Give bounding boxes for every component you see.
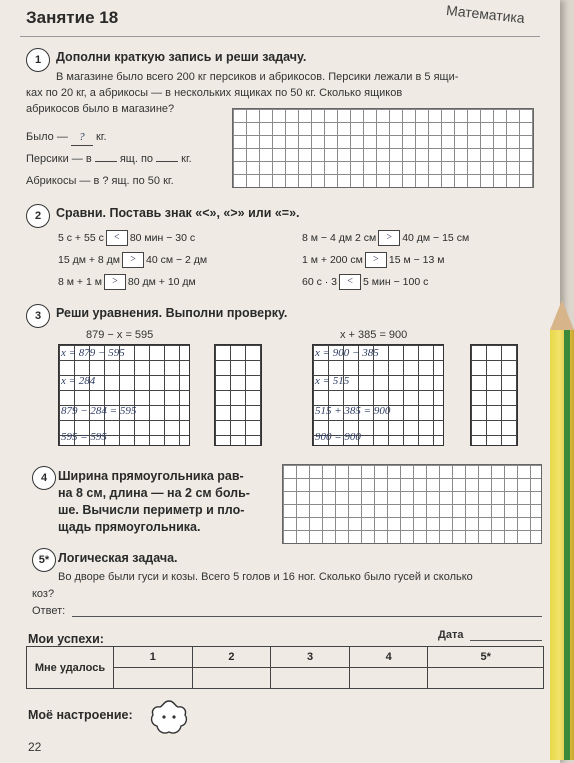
comparison-item [58, 230, 195, 246]
short-record-mid: ящ. по [119, 153, 154, 165]
task5-text-line: коз? [32, 588, 55, 600]
date-line[interactable] [470, 640, 542, 641]
sign-box[interactable]: > [365, 252, 387, 268]
work-line: x = 900 − 385 [315, 347, 379, 359]
task-number-badge: 3 [26, 304, 50, 328]
answer-line[interactable] [72, 616, 542, 617]
equation-work-grid[interactable] [312, 344, 444, 446]
progress-cell[interactable] [192, 668, 271, 689]
equation: x + 385 = 900 [340, 329, 408, 341]
task1-text-line: абрикосов было в магазине? [26, 103, 175, 115]
comparison-item [302, 252, 444, 268]
comparison-right: 5 мин − 100 с [363, 276, 429, 288]
work-line: x = 284 [61, 375, 96, 387]
work-line: 879 − 284 = 595 [61, 405, 137, 417]
task1-title: Дополни краткую запись и реши задачу. [56, 50, 307, 64]
sign-box[interactable]: < [106, 230, 128, 246]
progress-cell[interactable] [349, 668, 428, 689]
task-number-badge: 1 [26, 48, 50, 72]
comparison-left: 15 дм + 8 дм [58, 254, 121, 266]
task-number-badge: 4 [32, 466, 56, 490]
task4-title-line: на 8 см, длина — на 2 см боль- [58, 486, 250, 500]
lesson-title: Занятие 18 [26, 8, 119, 27]
answer-blank[interactable] [156, 161, 178, 162]
comparison-item [58, 252, 207, 268]
work-line: 515 + 385 = 900 [315, 405, 391, 417]
pencil-stripe [550, 330, 574, 760]
equation: 879 − x = 595 [86, 329, 154, 341]
equation-work-grid[interactable] [58, 344, 190, 446]
task1-text-line: В магазине было всего 200 кг персиков и абрикосов. Персики лежали в 5 ящи- [56, 71, 459, 83]
task4-title-line: щадь прямоугольника. [58, 520, 201, 534]
comparison-item [58, 274, 196, 290]
work-line: x = 515 [315, 375, 350, 387]
column-check-grid[interactable] [470, 344, 518, 446]
comparison-item [302, 274, 428, 290]
task3-title: Реши уравнения. Выполни проверку. [56, 306, 288, 320]
answer-label: Ответ: [32, 605, 66, 617]
unit-label: кг. [95, 131, 107, 143]
date-label: Дата [438, 629, 464, 641]
comparison-right: 80 мин − 30 с [129, 232, 196, 244]
subject-title: Математика [445, 1, 526, 27]
task-number-badge: 5* [32, 548, 56, 572]
progress-column-header: 3 [271, 647, 350, 668]
work-line: 900 = 900 [315, 431, 361, 443]
progress-column-header: 1 [114, 647, 193, 668]
progress-title: Мои успехи: [28, 632, 104, 646]
comparison-left: 8 м + 1 м [58, 276, 102, 288]
work-line: 595 = 595 [61, 431, 107, 443]
header-divider [20, 36, 540, 37]
column-check-grid[interactable] [214, 344, 262, 446]
sign-box[interactable]: > [378, 230, 400, 246]
solution-grid[interactable] [282, 464, 542, 544]
work-line: x = 879 − 595 [61, 347, 125, 359]
progress-cell[interactable] [114, 668, 193, 689]
task-number-badge: 2 [26, 204, 50, 228]
task4-title-line: ше. Вычисли периметр и пло- [58, 503, 245, 517]
comparison-right: 15 м − 13 м [388, 254, 445, 266]
comparison-left: 5 с + 55 с [58, 232, 104, 244]
progress-cell[interactable] [428, 668, 544, 689]
short-record-label: Персики — в [26, 153, 92, 165]
comparison-item [302, 230, 469, 246]
progress-column-header: 2 [192, 647, 271, 668]
page-number: 22 [28, 740, 42, 754]
answer-blank[interactable] [95, 161, 117, 162]
task2-title: Сравни. Поставь знак «<», «>» или «=». [56, 206, 300, 220]
comparison-right: 80 дм + 10 дм [127, 276, 196, 288]
task5-text-line: Во дворе были гуси и козы. Всего 5 голов и 16 ног. Сколько было гусей и сколько [58, 571, 473, 583]
comparison-right: 40 см − 2 дм [146, 254, 208, 266]
task1-text-line: ках по 20 кг, а абрикосы — в нескольких ящиках по 50 кг. Сколько ящиков [26, 87, 403, 99]
comparison-left: 8 м − 4 дм 2 см [302, 232, 377, 244]
sign-box[interactable]: < [339, 274, 361, 290]
answer-blank[interactable]: ? [71, 130, 93, 146]
short-record-row [26, 130, 107, 146]
progress-column-header: 4 [349, 647, 428, 668]
progress-cell[interactable] [271, 668, 350, 689]
short-record-row: Абрикосы — в ? ящ. по 50 кг. [26, 175, 174, 187]
short-record-row [26, 152, 192, 167]
mood-label: Моё настроение: [28, 708, 133, 722]
mood-flower-icon[interactable] [148, 698, 190, 738]
task5-title: Логическая задача. [58, 551, 178, 565]
task4-title-line: Ширина прямоугольника рав- [58, 469, 244, 483]
comparison-left: 60 с · 3 [302, 276, 338, 288]
progress-table [26, 646, 544, 689]
comparison-right: 40 дм − 15 см [402, 232, 470, 244]
short-record-label: Было — [26, 131, 68, 143]
unit-label: кг. [181, 153, 192, 165]
solution-grid[interactable] [232, 108, 534, 188]
pencil-tip [550, 300, 574, 330]
task4-title [58, 468, 250, 536]
progress-column-header: 5* [428, 647, 544, 668]
sign-box[interactable]: > [104, 274, 126, 290]
sign-box[interactable]: > [122, 252, 144, 268]
comparison-left: 1 м + 200 см [302, 254, 363, 266]
progress-row-label: Мне удалось [27, 647, 114, 689]
